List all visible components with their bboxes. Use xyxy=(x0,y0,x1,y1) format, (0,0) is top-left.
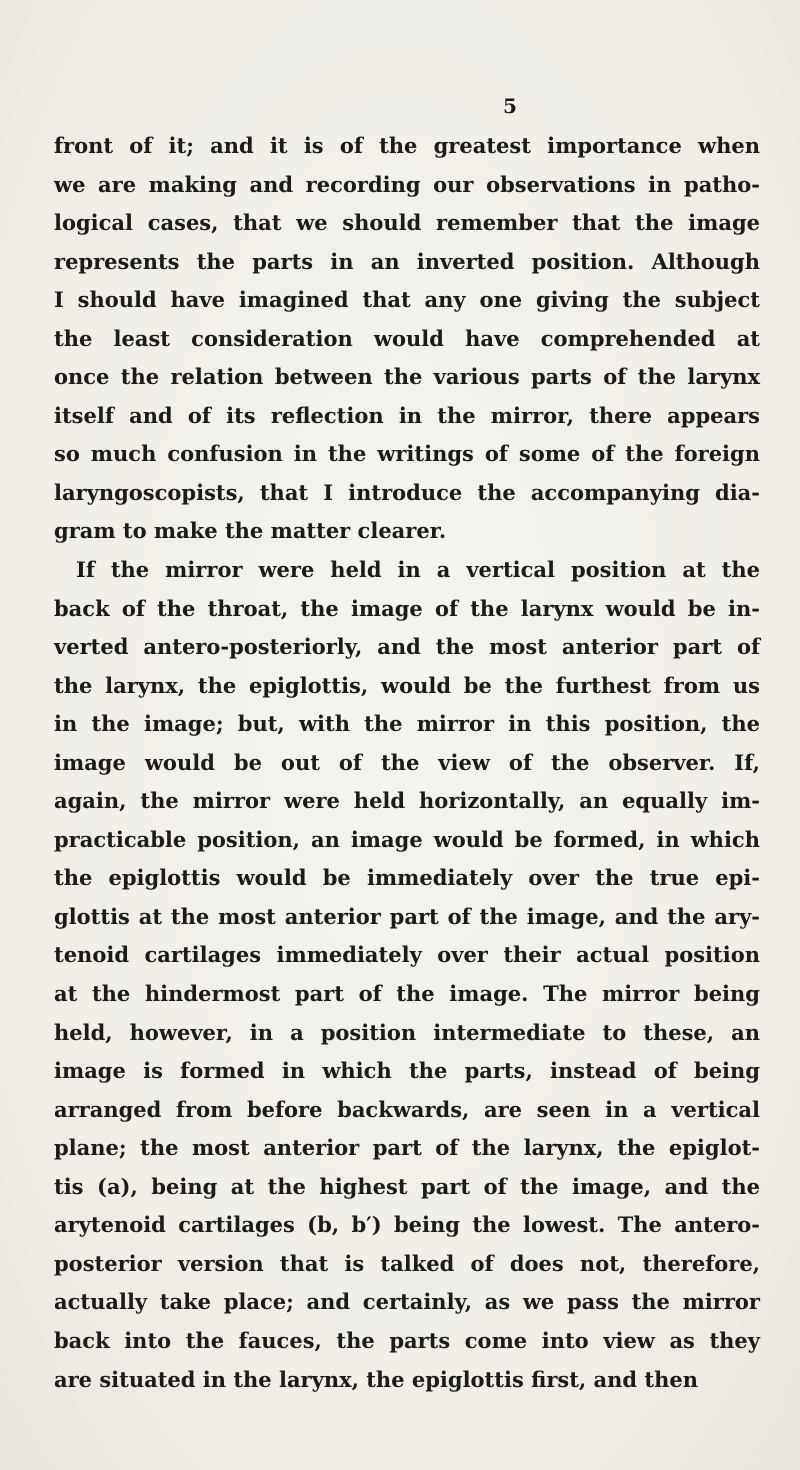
page-number: 5 xyxy=(503,94,517,118)
text-line: verted antero-posteriorly, and the most anterior part of xyxy=(54,634,760,660)
text-line: If the mirror were held in a vertical position at the xyxy=(76,557,760,583)
text-line: posterior version that is talked of does not, therefore, xyxy=(54,1250,760,1276)
text-line: held, however, in a position intermediate to these, an xyxy=(54,1019,760,1045)
text-line: represents the parts in an inverted position. Although xyxy=(54,248,760,274)
text-line: plane; the most anterior part of the larynx, the epiglot- xyxy=(54,1135,760,1161)
text-line: so much confusion in the writings of some of the foreign xyxy=(54,441,760,467)
text-line: back into the fauces, the parts come into view as they xyxy=(54,1327,760,1353)
text-line: logical cases, that we should remember that the image xyxy=(54,210,760,236)
text-line: arytenoid cartilages (b, b′) being the lowest. The antero- xyxy=(54,1212,760,1238)
text-line: tis (a), being at the highest part of the image, and the xyxy=(54,1173,760,1199)
text-line: image is formed in which the parts, instead of being xyxy=(54,1058,760,1084)
text-line: front of it; and it is of the greatest importance when xyxy=(54,133,760,158)
text-line: we are making and recording our observations in patho- xyxy=(54,171,760,197)
text-line: practicable position, an image would be formed, in which xyxy=(54,826,760,852)
text-line: arranged from before backwards, are seen in a vertical xyxy=(54,1096,760,1122)
text-line: back of the throat, the image of the larynx would be in- xyxy=(54,595,760,621)
text-line: are situated in the larynx, the epiglottis first, and then xyxy=(54,1366,699,1392)
text-line: the least consideration would have comprehended at xyxy=(54,325,760,351)
text-line: I should have imagined that any one giving the subject xyxy=(54,287,760,313)
text-line: laryngoscopists, that I introduce the accompanying dia- xyxy=(54,479,760,505)
text-line: gram to make the matter clearer. xyxy=(54,518,447,544)
body-text xyxy=(54,127,760,1399)
text-line: image would be out of the view of the observer. If, xyxy=(54,749,760,775)
text-line: in the image; but, with the mirror in this position, the xyxy=(54,711,760,737)
text-line: the larynx, the epiglottis, would be the furthest from us xyxy=(54,672,760,698)
text-line: actually take place; and certainly, as we pass the mirror xyxy=(54,1289,760,1315)
text-line: itself and of its reflection in the mirror, there appears xyxy=(54,402,760,428)
text-line: the epiglottis would be immediately over the true epi- xyxy=(54,865,760,891)
text-line: at the hindermost part of the image. The mirror being xyxy=(54,981,760,1007)
text-line: glottis at the most anterior part of the image, and the ary- xyxy=(54,903,760,929)
text-line: tenoid cartilages immediately over their actual position xyxy=(54,942,760,968)
text-line: again, the mirror were held horizontally, an equally im- xyxy=(54,788,760,814)
text-line: once the relation between the various parts of the larynx xyxy=(54,364,760,390)
